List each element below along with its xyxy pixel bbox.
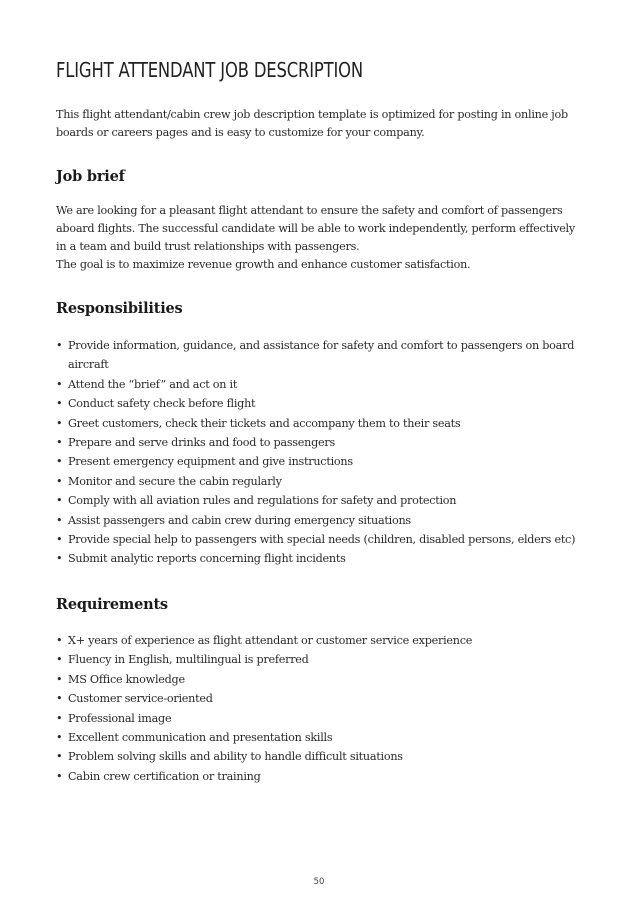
job-brief-paragraph: The goal is to maximize revenue growth and enhance customer satisfaction.: [56, 258, 471, 271]
list-item-text: Comply with all aviation rules and regulations for safety and protection: [68, 494, 457, 508]
list-item-text: Excellent communication and presentation skills: [68, 731, 333, 745]
job-brief-body: [56, 202, 584, 274]
requirements-heading: Requirements: [56, 596, 168, 613]
list-item-text: Submit analytic reports concerning flight incidents: [68, 552, 346, 566]
list-item: [56, 433, 584, 452]
list-item-text: Greet customers, check their tickets and accompany them to their seats: [68, 416, 461, 430]
list-item: [56, 414, 584, 433]
bullet-icon: •: [56, 731, 63, 745]
bullet-icon: •: [56, 533, 63, 547]
bullet-icon: •: [56, 416, 63, 430]
list-item-text: Present emergency equipment and give instructions: [68, 455, 353, 469]
list-item: [56, 631, 584, 650]
bullet-icon: •: [56, 692, 63, 706]
job-brief-heading: Job brief: [56, 168, 125, 185]
list-item-text: Prepare and serve drinks and food to passengers: [68, 436, 335, 450]
list-item: [56, 747, 584, 766]
list-item-text: Professional image: [68, 711, 172, 725]
bullet-icon: •: [56, 672, 63, 686]
bullet-icon: •: [56, 552, 63, 566]
bullet-icon: •: [56, 455, 63, 469]
bullet-icon: •: [56, 494, 63, 508]
list-item-text: Problem solving skills and ability to handle difficult situations: [68, 750, 403, 764]
list-item: [56, 452, 584, 471]
list-item: [56, 394, 584, 413]
list-item-text: Fluency in English, multilingual is preferred: [68, 653, 309, 667]
list-item-text: X+ years of experience as flight attendant or customer service experience: [68, 634, 473, 647]
bullet-icon: •: [56, 436, 63, 450]
page-number: 50: [313, 877, 325, 887]
bullet-icon: •: [56, 339, 63, 352]
list-item: [56, 709, 584, 728]
list-item: [56, 511, 584, 530]
list-item: [56, 375, 584, 394]
list-item-text: Assist passengers and cabin crew during emergency situations: [68, 513, 411, 527]
list-item-text: Provide information, guidance, and assistance for safety and comfort to passengers on board aircraft: [68, 339, 575, 372]
intro-paragraph: This flight attendant/cabin crew job description template is optimized for posting in online job boards or careers pages and is easy to customize for your company.: [56, 108, 568, 139]
bullet-icon: •: [56, 653, 63, 667]
list-item-text: Provide special help to passengers with special needs (children, disabled persons, elders etc): [68, 533, 576, 547]
responsibilities-heading: Responsibilities: [56, 300, 183, 317]
bullet-icon: •: [56, 474, 63, 488]
list-item-text: MS Office knowledge: [68, 672, 185, 686]
bullet-icon: •: [56, 750, 63, 764]
bullet-icon: •: [56, 377, 63, 391]
list-item-text: Monitor and secure the cabin regularly: [68, 474, 282, 488]
list-item: [56, 728, 584, 747]
list-item: [56, 549, 584, 568]
list-item-text: Cabin crew certification or training: [68, 769, 261, 783]
list-item: [56, 530, 584, 549]
requirements-list: [56, 631, 584, 786]
list-item-text: Conduct safety check before flight: [68, 397, 256, 411]
list-item: [56, 689, 584, 708]
bullet-icon: •: [56, 513, 63, 527]
list-item: [56, 491, 584, 510]
list-item-text: Attend the “brief” and act on it: [68, 377, 238, 391]
list-item: [56, 472, 584, 491]
job-brief-paragraph: We are looking for a pleasant flight attendant to ensure the safety and comfort of passengers aboard flights. The successful candidate will be able to work independently, perform effectively in a team and build trust relationships with passengers.: [56, 204, 575, 253]
list-item: [56, 767, 584, 786]
page-title: FLIGHT ATTENDANT JOB DESCRIPTION: [56, 58, 364, 82]
bullet-icon: •: [56, 397, 63, 411]
responsibilities-list: [56, 336, 584, 569]
bullet-icon: •: [56, 711, 63, 725]
list-item: [56, 670, 584, 689]
list-item: [56, 650, 584, 669]
list-item: [56, 336, 584, 375]
bullet-icon: •: [56, 634, 63, 647]
list-item-text: Customer service-oriented: [68, 692, 213, 706]
bullet-icon: •: [56, 769, 63, 783]
